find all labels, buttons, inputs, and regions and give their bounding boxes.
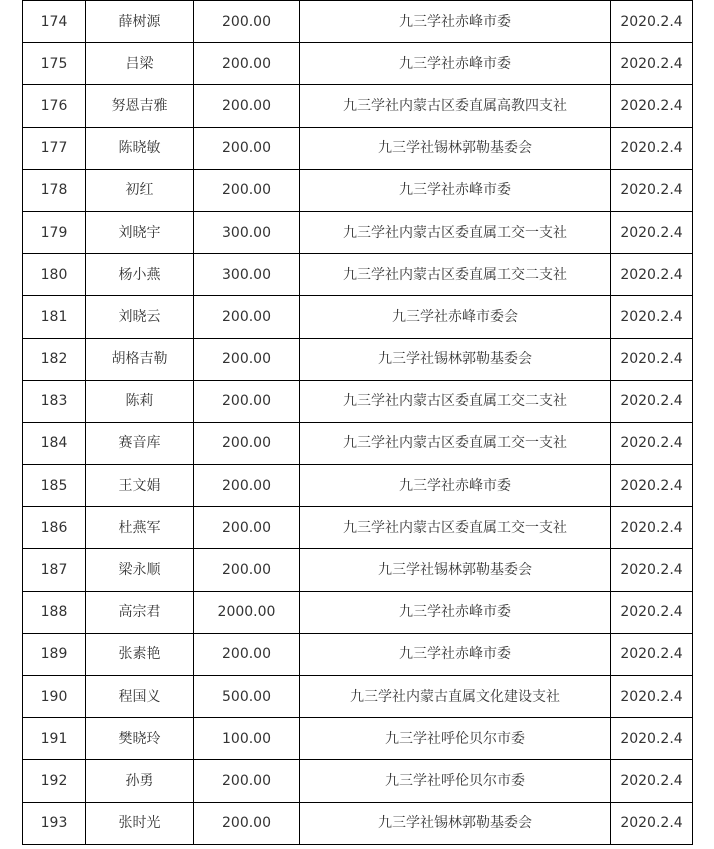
row-number-cell: 178 <box>23 169 86 211</box>
table-row <box>23 338 693 380</box>
date-cell: 2020.2.4 <box>611 465 693 507</box>
date-cell: 2020.2.4 <box>611 380 693 422</box>
organization-cell: 九三学社赤峰市委 <box>300 633 611 675</box>
donor-name-cell: 孙勇 <box>86 760 194 802</box>
amount-cell: 200.00 <box>194 380 300 422</box>
table-body <box>23 1 693 845</box>
table-row <box>23 718 693 760</box>
donor-name-cell: 刘晓云 <box>86 296 194 338</box>
amount-cell: 300.00 <box>194 211 300 253</box>
row-number-cell: 175 <box>23 43 86 85</box>
organization-cell: 九三学社内蒙古区委直属工交二支社 <box>300 380 611 422</box>
row-number-cell: 181 <box>23 296 86 338</box>
table-row <box>23 169 693 211</box>
amount-cell: 200.00 <box>194 43 300 85</box>
organization-cell: 九三学社内蒙古区委直属工交一支社 <box>300 507 611 549</box>
amount-cell: 100.00 <box>194 718 300 760</box>
amount-cell: 200.00 <box>194 422 300 464</box>
row-number-cell: 182 <box>23 338 86 380</box>
amount-cell: 200.00 <box>194 802 300 844</box>
organization-cell: 九三学社赤峰市委 <box>300 43 611 85</box>
date-cell: 2020.2.4 <box>611 43 693 85</box>
row-number-cell: 177 <box>23 127 86 169</box>
amount-cell: 2000.00 <box>194 591 300 633</box>
row-number-cell: 176 <box>23 85 86 127</box>
table-row <box>23 422 693 464</box>
amount-cell: 200.00 <box>194 169 300 211</box>
amount-cell: 200.00 <box>194 338 300 380</box>
donor-name-cell: 赛音库 <box>86 422 194 464</box>
organization-cell: 九三学社呼伦贝尔市委 <box>300 718 611 760</box>
donor-name-cell: 吕梁 <box>86 43 194 85</box>
amount-cell: 200.00 <box>194 1 300 43</box>
date-cell: 2020.2.4 <box>611 676 693 718</box>
date-cell: 2020.2.4 <box>611 127 693 169</box>
donor-name-cell: 程国义 <box>86 676 194 718</box>
organization-cell: 九三学社赤峰市委 <box>300 1 611 43</box>
table-row <box>23 591 693 633</box>
row-number-cell: 180 <box>23 254 86 296</box>
date-cell: 2020.2.4 <box>611 211 693 253</box>
row-number-cell: 185 <box>23 465 86 507</box>
date-cell: 2020.2.4 <box>611 802 693 844</box>
row-number-cell: 192 <box>23 760 86 802</box>
donor-name-cell: 梁永顺 <box>86 549 194 591</box>
amount-cell: 200.00 <box>194 760 300 802</box>
organization-cell: 九三学社锡林郭勒基委会 <box>300 338 611 380</box>
date-cell: 2020.2.4 <box>611 718 693 760</box>
table-row <box>23 85 693 127</box>
table-row <box>23 549 693 591</box>
donor-name-cell: 努恩吉雅 <box>86 85 194 127</box>
row-number-cell: 186 <box>23 507 86 549</box>
date-cell: 2020.2.4 <box>611 633 693 675</box>
table-row <box>23 676 693 718</box>
table-row <box>23 1 693 43</box>
donation-table <box>22 0 693 845</box>
row-number-cell: 183 <box>23 380 86 422</box>
row-number-cell: 187 <box>23 549 86 591</box>
organization-cell: 九三学社锡林郭勒基委会 <box>300 127 611 169</box>
donor-name-cell: 杨小燕 <box>86 254 194 296</box>
date-cell: 2020.2.4 <box>611 1 693 43</box>
donor-name-cell: 张素艳 <box>86 633 194 675</box>
table-row <box>23 254 693 296</box>
table-row <box>23 633 693 675</box>
amount-cell: 300.00 <box>194 254 300 296</box>
donor-name-cell: 陈晓敏 <box>86 127 194 169</box>
table-row <box>23 760 693 802</box>
date-cell: 2020.2.4 <box>611 169 693 211</box>
donor-name-cell: 刘晓宇 <box>86 211 194 253</box>
organization-cell: 九三学社呼伦贝尔市委 <box>300 760 611 802</box>
organization-cell: 九三学社内蒙古区委直属工交二支社 <box>300 254 611 296</box>
table-row <box>23 507 693 549</box>
organization-cell: 九三学社内蒙古区委直属工交一支社 <box>300 422 611 464</box>
date-cell: 2020.2.4 <box>611 338 693 380</box>
amount-cell: 200.00 <box>194 507 300 549</box>
table-row <box>23 465 693 507</box>
donor-name-cell: 樊晓玲 <box>86 718 194 760</box>
organization-cell: 九三学社赤峰市委 <box>300 465 611 507</box>
row-number-cell: 179 <box>23 211 86 253</box>
amount-cell: 200.00 <box>194 549 300 591</box>
table-row <box>23 296 693 338</box>
donor-name-cell: 王文娟 <box>86 465 194 507</box>
row-number-cell: 174 <box>23 1 86 43</box>
donor-name-cell: 初红 <box>86 169 194 211</box>
amount-cell: 200.00 <box>194 633 300 675</box>
row-number-cell: 189 <box>23 633 86 675</box>
row-number-cell: 188 <box>23 591 86 633</box>
table-row <box>23 211 693 253</box>
table-row <box>23 127 693 169</box>
organization-cell: 九三学社赤峰市委 <box>300 591 611 633</box>
row-number-cell: 193 <box>23 802 86 844</box>
row-number-cell: 191 <box>23 718 86 760</box>
organization-cell: 九三学社内蒙古直属文化建设支社 <box>300 676 611 718</box>
donor-name-cell: 胡格吉勒 <box>86 338 194 380</box>
amount-cell: 200.00 <box>194 85 300 127</box>
table-row <box>23 380 693 422</box>
organization-cell: 九三学社内蒙古区委直属工交一支社 <box>300 211 611 253</box>
date-cell: 2020.2.4 <box>611 85 693 127</box>
amount-cell: 200.00 <box>194 465 300 507</box>
donor-name-cell: 薛树源 <box>86 1 194 43</box>
donor-name-cell: 张时光 <box>86 802 194 844</box>
amount-cell: 200.00 <box>194 127 300 169</box>
amount-cell: 500.00 <box>194 676 300 718</box>
row-number-cell: 184 <box>23 422 86 464</box>
amount-cell: 200.00 <box>194 296 300 338</box>
table-row <box>23 43 693 85</box>
date-cell: 2020.2.4 <box>611 507 693 549</box>
donor-name-cell: 陈莉 <box>86 380 194 422</box>
donor-name-cell: 杜燕军 <box>86 507 194 549</box>
organization-cell: 九三学社内蒙古区委直属高教四支社 <box>300 85 611 127</box>
date-cell: 2020.2.4 <box>611 254 693 296</box>
date-cell: 2020.2.4 <box>611 549 693 591</box>
row-number-cell: 190 <box>23 676 86 718</box>
organization-cell: 九三学社赤峰市委 <box>300 169 611 211</box>
date-cell: 2020.2.4 <box>611 422 693 464</box>
organization-cell: 九三学社锡林郭勒基委会 <box>300 802 611 844</box>
date-cell: 2020.2.4 <box>611 760 693 802</box>
organization-cell: 九三学社锡林郭勒基委会 <box>300 549 611 591</box>
donor-name-cell: 高宗君 <box>86 591 194 633</box>
date-cell: 2020.2.4 <box>611 296 693 338</box>
organization-cell: 九三学社赤峰市委会 <box>300 296 611 338</box>
table-row <box>23 802 693 844</box>
date-cell: 2020.2.4 <box>611 591 693 633</box>
